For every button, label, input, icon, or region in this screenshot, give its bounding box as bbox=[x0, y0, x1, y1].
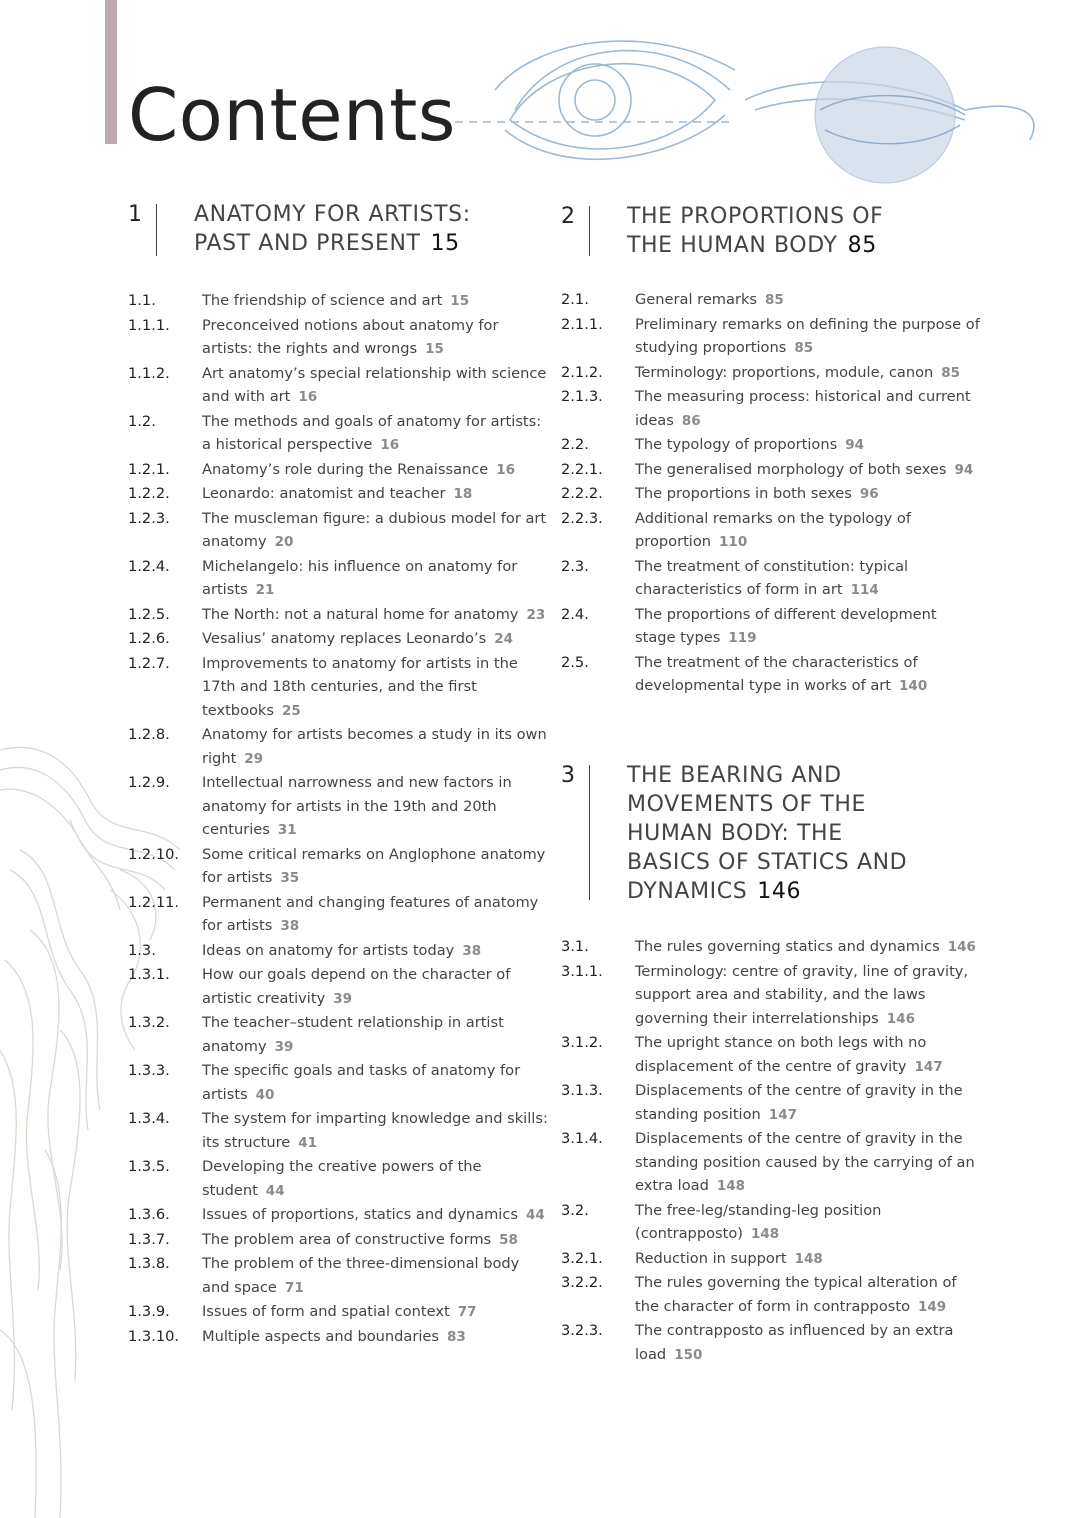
entry-title: Intellectual narrowness and new factors in anatomy for artists in the 19th and 20th centuries 31 bbox=[202, 774, 512, 838]
entry-title: The treatment of constitution: typical characteristics of form in art 114 bbox=[635, 557, 909, 598]
entry-page-number: 94 bbox=[954, 461, 974, 478]
chapter-3 bbox=[561, 761, 981, 1363]
entry-title: Leonardo: anatomist and teacher 18 bbox=[202, 485, 473, 502]
chapter-divider bbox=[589, 765, 590, 900]
toc-entry bbox=[561, 313, 981, 361]
entry-number: 3.2.3. bbox=[561, 1322, 603, 1339]
entry-page-number: 119 bbox=[728, 630, 757, 646]
entry-title: The typology of proportions 94 bbox=[635, 436, 864, 453]
entry-title: How our goals depend on the character of artistic creativity 39 bbox=[202, 966, 511, 1007]
toc-entry bbox=[128, 482, 548, 507]
entry-title: Michelangelo: his influence on anatomy for artists 21 bbox=[202, 557, 518, 598]
entry-title: Displacements of the centre of gravity in the standing position caused by the carrying of an extra load 148 bbox=[635, 1130, 975, 1194]
entry-title: Issues of form and spatial context 77 bbox=[202, 1303, 477, 1320]
entry-title: Developing the creative powers of the student 44 bbox=[202, 1158, 482, 1199]
entry-number: 2.2. bbox=[561, 436, 589, 453]
toc-entry bbox=[561, 651, 981, 699]
entry-number: 2.4. bbox=[561, 605, 589, 623]
entry-title: Art anatomy’s special relationship with science and with art 16 bbox=[202, 364, 547, 405]
toc-entry bbox=[128, 891, 548, 939]
chapter-1 bbox=[128, 200, 548, 1345]
entry-number: 3.1.1. bbox=[561, 962, 603, 980]
toc-entry bbox=[561, 288, 981, 313]
toc-entry bbox=[561, 1031, 981, 1079]
entry-title: The upright stance on both legs with no displacement of the centre of gravity 147 bbox=[635, 1034, 943, 1075]
entry-page-number: 85 bbox=[794, 340, 814, 356]
toc-entry bbox=[128, 963, 548, 1011]
entry-number: 1.1. bbox=[128, 292, 156, 309]
entry-page-number: 148 bbox=[716, 1178, 746, 1194]
entry-page-number: 44 bbox=[265, 1182, 285, 1199]
entry-number: 3.2.2. bbox=[561, 1274, 603, 1291]
toc-entry bbox=[128, 362, 548, 410]
entry-page-number: 146 bbox=[886, 1010, 915, 1027]
chapter-divider bbox=[589, 206, 590, 256]
toc-entry bbox=[128, 1300, 548, 1325]
entry-number: 1.2.7. bbox=[128, 654, 170, 672]
entry-number: 2.3. bbox=[561, 557, 589, 575]
entry-title: The contrapposto as influenced by an extra load 150 bbox=[635, 1322, 954, 1363]
toc-entry bbox=[128, 1011, 548, 1059]
toc-entry bbox=[561, 935, 981, 960]
entry-title: Issues of proportions, statics and dynamics 44 bbox=[202, 1206, 545, 1223]
entry-number: 1.3.2. bbox=[128, 1014, 170, 1031]
toc-entry bbox=[561, 385, 981, 433]
toc-entry bbox=[561, 458, 981, 483]
entry-number: 2.2.1. bbox=[561, 460, 603, 478]
entry-number: 1.2.5. bbox=[128, 605, 170, 623]
toc-entry bbox=[128, 555, 548, 603]
entry-page-number: 40 bbox=[255, 1086, 275, 1103]
entry-title: The generalised morphology of both sexes 94 bbox=[635, 460, 974, 478]
entry-page-number: 35 bbox=[280, 870, 300, 886]
entry-number: 1.3.1. bbox=[128, 966, 170, 983]
entry-title: The proportions in both sexes 96 bbox=[635, 485, 879, 502]
chapter-number: 2 bbox=[561, 204, 575, 229]
entry-page-number: 140 bbox=[899, 678, 928, 694]
entry-title: Terminology: centre of gravity, line of gravity, support area and stability, and the laws governing their interrelationships 146 bbox=[635, 962, 969, 1027]
entry-page-number: 39 bbox=[274, 1038, 294, 1055]
entry-title: The muscleman figure: a dubious model for art anatomy 20 bbox=[202, 509, 547, 550]
entry-title: The measuring process: historical and current ideas 86 bbox=[635, 388, 971, 429]
toc-entry bbox=[128, 314, 548, 362]
toc-entry bbox=[561, 603, 981, 651]
chapter-heading bbox=[128, 200, 548, 260]
entry-title: Some critical remarks on Anglophone anatomy for artists 35 bbox=[202, 845, 546, 886]
entry-page-number: 16 bbox=[298, 389, 318, 405]
entry-number: 2.1.1. bbox=[561, 315, 603, 333]
toc-entry bbox=[128, 1059, 548, 1107]
chapter-page: 146 bbox=[757, 879, 802, 904]
entry-number: 2.2.3. bbox=[561, 509, 603, 527]
toc-entry bbox=[128, 1155, 548, 1203]
toc-entry bbox=[561, 960, 981, 1032]
chapter-2-entries bbox=[561, 288, 981, 699]
entry-title: Reduction in support 148 bbox=[635, 1249, 823, 1267]
entry-number: 1.1.1. bbox=[128, 316, 170, 334]
toc-entry bbox=[561, 507, 981, 555]
entry-page-number: 15 bbox=[425, 341, 444, 357]
entry-number: 1.3.9. bbox=[128, 1303, 170, 1320]
entry-page-number: 77 bbox=[457, 1304, 477, 1320]
entry-number: 1.3.7. bbox=[128, 1230, 170, 1248]
entry-page-number: 149 bbox=[918, 1298, 947, 1315]
entry-page-number: 23 bbox=[526, 606, 546, 623]
entry-title: Anatomy’s role during the Renaissance 16 bbox=[202, 460, 516, 478]
entry-title: The North: not a natural home for anatomy 23 bbox=[202, 605, 546, 623]
toc-entry bbox=[128, 410, 548, 458]
entry-title: The methods and goals of anatomy for artists: a historical perspective 16 bbox=[202, 412, 542, 453]
page-title: Contents bbox=[128, 73, 456, 157]
toc-entry bbox=[561, 433, 981, 458]
entry-title: Displacements of the centre of gravity in the standing position 147 bbox=[635, 1082, 963, 1123]
entry-page-number: 38 bbox=[462, 942, 482, 959]
entry-page-number: 31 bbox=[277, 822, 297, 838]
chapter-title: THE PROPORTIONS OF THE HUMAN BODY 85 bbox=[627, 204, 884, 258]
entry-title: The problem of the three-dimensional body and space 71 bbox=[202, 1255, 520, 1296]
entry-title: General remarks 85 bbox=[635, 291, 784, 308]
entry-page-number: 29 bbox=[244, 750, 264, 767]
toc-entry bbox=[561, 1199, 981, 1247]
chapter-1-entries bbox=[128, 289, 548, 1349]
chapter-page: 85 bbox=[847, 233, 877, 258]
entry-number: 1.3.8. bbox=[128, 1255, 170, 1272]
entry-number: 1.3.6. bbox=[128, 1206, 170, 1223]
entry-number: 3.1.2. bbox=[561, 1034, 603, 1051]
entry-title: Permanent and changing features of anatomy for artists 38 bbox=[202, 893, 539, 934]
title-accent-bar bbox=[105, 0, 117, 144]
entry-number: 3.1. bbox=[561, 938, 589, 955]
toc-entry bbox=[561, 1247, 981, 1272]
entry-page-number: 85 bbox=[941, 364, 961, 381]
entry-title: The free-leg/standing-leg position (contrapposto) 148 bbox=[635, 1201, 882, 1242]
chapter-title: THE BEARING AND MOVEMENTS OF THE HUMAN BODY: THE BASICS OF STATICS AND DYNAMICS 146 bbox=[627, 763, 908, 904]
chapter-2 bbox=[561, 202, 981, 694]
entry-title: The friendship of science and art 15 bbox=[202, 292, 470, 309]
toc-entry bbox=[128, 1325, 548, 1350]
entry-title: The rules governing the typical alteration of the character of form in contrapposto 149 bbox=[635, 1274, 957, 1315]
entry-number: 2.1. bbox=[561, 291, 589, 308]
toc-entry bbox=[128, 1203, 548, 1228]
entry-title: Anatomy for artists becomes a study in its own right 29 bbox=[202, 726, 547, 767]
entry-number: 1.3.5. bbox=[128, 1158, 170, 1175]
chapter-heading bbox=[561, 202, 981, 262]
toc-entry bbox=[561, 1079, 981, 1127]
entry-page-number: 18 bbox=[453, 486, 473, 502]
toc-entry bbox=[561, 361, 981, 386]
toc-entry bbox=[128, 1252, 548, 1300]
entry-title: Multiple aspects and boundaries 83 bbox=[202, 1327, 466, 1345]
entry-title: Vesalius’ anatomy replaces Leonardo’s 24 bbox=[202, 630, 514, 647]
entry-title: The problem area of constructive forms 58 bbox=[202, 1230, 518, 1248]
entry-number: 1.2.3. bbox=[128, 509, 170, 527]
entry-number: 1.3.4. bbox=[128, 1110, 170, 1127]
entry-page-number: 148 bbox=[750, 1226, 780, 1242]
eye-sketch-illustration bbox=[455, 30, 1074, 200]
chapter-page: 15 bbox=[430, 231, 460, 256]
entry-number: 3.2. bbox=[561, 1201, 589, 1219]
entry-number: 2.5. bbox=[561, 653, 589, 671]
entry-number: 1.2.1. bbox=[128, 460, 170, 478]
chapter-heading bbox=[561, 761, 981, 911]
entry-title: Ideas on anatomy for artists today 38 bbox=[202, 941, 482, 959]
entry-title: The teacher–student relationship in artist anatomy 39 bbox=[202, 1014, 504, 1055]
chapter-3-entries bbox=[561, 935, 981, 1367]
entry-page-number: 38 bbox=[280, 918, 300, 934]
entry-page-number: 83 bbox=[447, 1328, 466, 1345]
toc-entry bbox=[128, 1228, 548, 1253]
chapter-number: 1 bbox=[128, 202, 142, 227]
entry-page-number: 16 bbox=[380, 437, 400, 453]
entry-page-number: 71 bbox=[284, 1279, 304, 1296]
entry-number: 1.3. bbox=[128, 941, 156, 959]
entry-title: The system for imparting knowledge and skills: its structure 41 bbox=[202, 1110, 548, 1151]
entry-title: Preconceived notions about anatomy for artists: the rights and wrongs 15 bbox=[202, 316, 499, 357]
toc-entry bbox=[128, 939, 548, 964]
entry-page-number: 85 bbox=[765, 292, 784, 308]
entry-number: 1.3.10. bbox=[128, 1327, 180, 1345]
toc-entry bbox=[128, 843, 548, 891]
entry-title: Terminology: proportions, module, canon 85 bbox=[635, 363, 961, 381]
entry-page-number: 148 bbox=[794, 1250, 823, 1267]
entry-number: 1.2.9. bbox=[128, 774, 170, 791]
entry-title: Additional remarks on the typology of proportion 110 bbox=[635, 509, 911, 550]
entry-number: 1.2. bbox=[128, 412, 156, 430]
entry-number: 3.1.4. bbox=[561, 1130, 603, 1147]
entry-title: Preliminary remarks on defining the purpose of studying proportions 85 bbox=[635, 315, 980, 356]
toc-entry bbox=[561, 1271, 981, 1319]
toc-entry bbox=[128, 603, 548, 628]
entry-number: 1.2.11. bbox=[128, 893, 180, 911]
entry-page-number: 86 bbox=[681, 412, 701, 429]
toc-entry bbox=[128, 627, 548, 652]
entry-number: 1.2.8. bbox=[128, 726, 170, 743]
entry-number: 2.1.2. bbox=[561, 363, 603, 381]
toc-entry bbox=[561, 555, 981, 603]
entry-number: 1.2.4. bbox=[128, 557, 170, 575]
toc-entry bbox=[128, 652, 548, 724]
entry-title: Improvements to anatomy for artists in the 17th and 18th centuries, and the first textbooks 25 bbox=[202, 654, 518, 719]
entry-page-number: 44 bbox=[525, 1207, 545, 1223]
chapter-number: 3 bbox=[561, 763, 575, 788]
toc-entry bbox=[561, 1319, 981, 1367]
toc-entry bbox=[128, 289, 548, 314]
toc-entry bbox=[128, 723, 548, 771]
entry-page-number: 41 bbox=[298, 1134, 318, 1151]
entry-page-number: 39 bbox=[333, 990, 353, 1007]
entry-page-number: 96 bbox=[859, 486, 879, 502]
entry-page-number: 110 bbox=[719, 534, 748, 550]
entry-page-number: 25 bbox=[281, 702, 301, 719]
entry-page-number: 94 bbox=[845, 437, 864, 453]
toc-entry bbox=[128, 1107, 548, 1155]
entry-number: 1.1.2. bbox=[128, 364, 170, 382]
entry-number: 1.3.3. bbox=[128, 1062, 170, 1079]
entry-page-number: 147 bbox=[914, 1058, 943, 1075]
entry-number: 2.2.2. bbox=[561, 485, 603, 502]
entry-page-number: 24 bbox=[494, 631, 514, 647]
chapter-title: ANATOMY FOR ARTISTS: PAST AND PRESENT 15 bbox=[194, 202, 471, 256]
entry-number: 3.2.1. bbox=[561, 1249, 603, 1267]
entry-page-number: 16 bbox=[496, 461, 516, 478]
entry-page-number: 147 bbox=[768, 1106, 797, 1123]
toc-entry bbox=[561, 1127, 981, 1199]
chapter-divider bbox=[156, 204, 157, 256]
entry-page-number: 21 bbox=[255, 582, 275, 598]
entry-number: 1.2.2. bbox=[128, 485, 170, 502]
toc-entry bbox=[128, 458, 548, 483]
entry-page-number: 114 bbox=[850, 582, 879, 598]
entry-title: The specific goals and tasks of anatomy for artists 40 bbox=[202, 1062, 521, 1103]
toc-entry bbox=[128, 771, 548, 843]
entry-page-number: 58 bbox=[499, 1231, 518, 1248]
entry-number: 1.2.6. bbox=[128, 630, 170, 647]
entry-number: 3.1.3. bbox=[561, 1082, 603, 1099]
entry-number: 2.1.3. bbox=[561, 388, 603, 405]
entry-page-number: 15 bbox=[450, 293, 470, 309]
entry-page-number: 150 bbox=[674, 1346, 703, 1363]
entry-page-number: 20 bbox=[274, 534, 294, 550]
toc-entry bbox=[128, 507, 548, 555]
entry-title: The proportions of different development stage types 119 bbox=[635, 605, 937, 646]
entry-number: 1.2.10. bbox=[128, 845, 180, 863]
entry-page-number: 146 bbox=[947, 939, 976, 955]
toc-entry bbox=[561, 482, 981, 507]
entry-title: The rules governing statics and dynamics 146 bbox=[635, 938, 976, 955]
entry-title: The treatment of the characteristics of developmental type in works of art 140 bbox=[635, 653, 928, 694]
